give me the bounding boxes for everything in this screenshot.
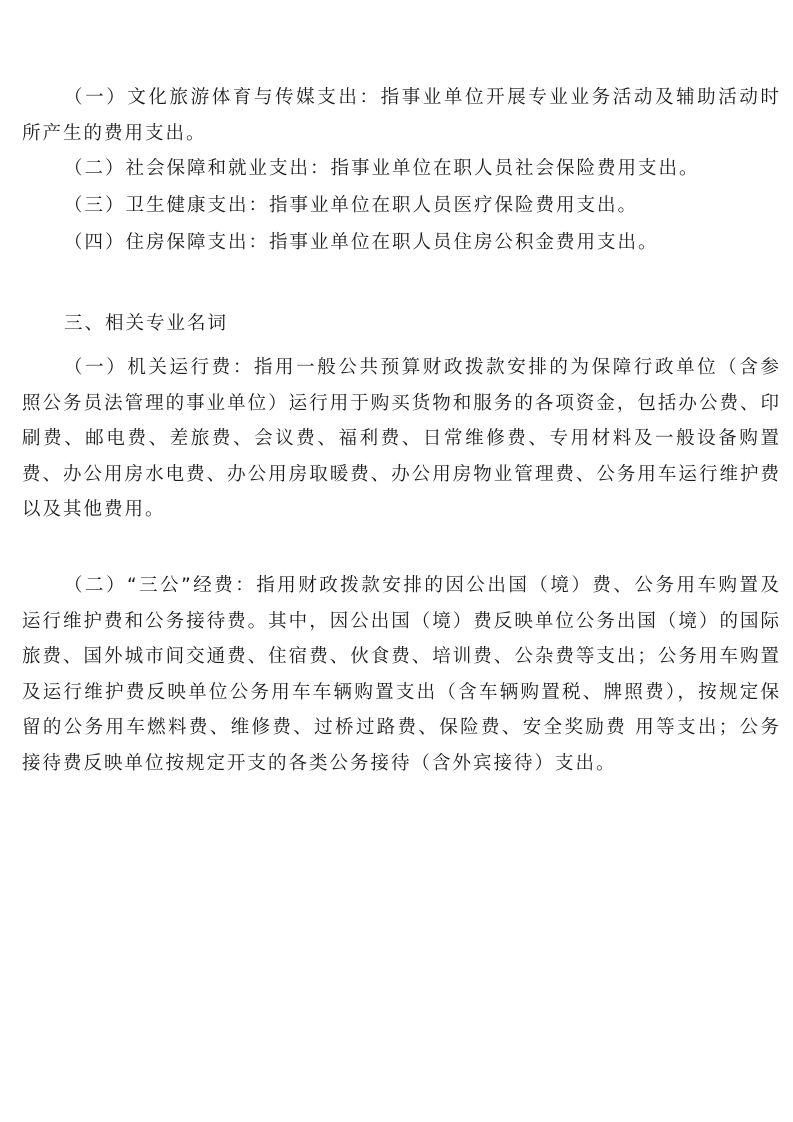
paragraph-social-security-expense bbox=[0, 151, 793, 187]
paragraph-text: （四）住房保障支出：指事业单位在职人员住房公积金费用支出。 bbox=[64, 232, 659, 253]
paragraph-text: （二）社会保障和就业支出：指事业单位在职人员社会保险费用支出。 bbox=[64, 158, 700, 179]
paragraph-text: （一）机关运行费：指用一般公共预算财政拨款安排的为保障行政单位（含参照公务员法管理的事业单位）运行用于购买货物和服务的各项资金，包括办公费、印刷费、邮电费、差旅费、会议费、福利费、日常维修费、专用材料及一般设备购置费、办公用房水电费、办公用房取暖费、办公用房物业管理费、公务用车运行维护费以及其他费用。 bbox=[22, 357, 781, 520]
paragraph-text: （二）“三公”经费：指用财政拨款安排的因公出国（境）费、公务用车购置及运行维护费和公务接待费。其中，因公出国（境）费反映单位公务出国（境）的国际旅费、国外城市间交通费、住宿费、伙食费、培训费、公杂费等支出；公务用车购置及运行维护费反映单位公务用车车辆购置支出（含车辆购置税、牌照费），按规定保留的公务用车燃料费、维修费、过桥过路费、保险费、安全奖励费 用等支出；公务接待费反映单位按规定开支的各类公务接待（含外宾接待）支出。 bbox=[22, 575, 781, 774]
paragraph-culture-tourism-expense bbox=[0, 80, 793, 151]
paragraph-health-expense bbox=[0, 188, 793, 224]
section-heading-terms: 三、相关专业名词 bbox=[64, 313, 229, 334]
paragraph-text: （三）卫生健康支出：指事业单位在职人员医疗保险费用支出。 bbox=[64, 195, 639, 216]
paragraph-operating-expense bbox=[0, 350, 793, 528]
paragraph-text: （一）文化旅游体育与传媒支出：指事业单位开展专业业务活动及辅助活动时所产生的费用支出。 bbox=[22, 87, 781, 144]
paragraph-three-public-expense bbox=[0, 568, 793, 781]
paragraph-housing-expense bbox=[0, 225, 793, 261]
